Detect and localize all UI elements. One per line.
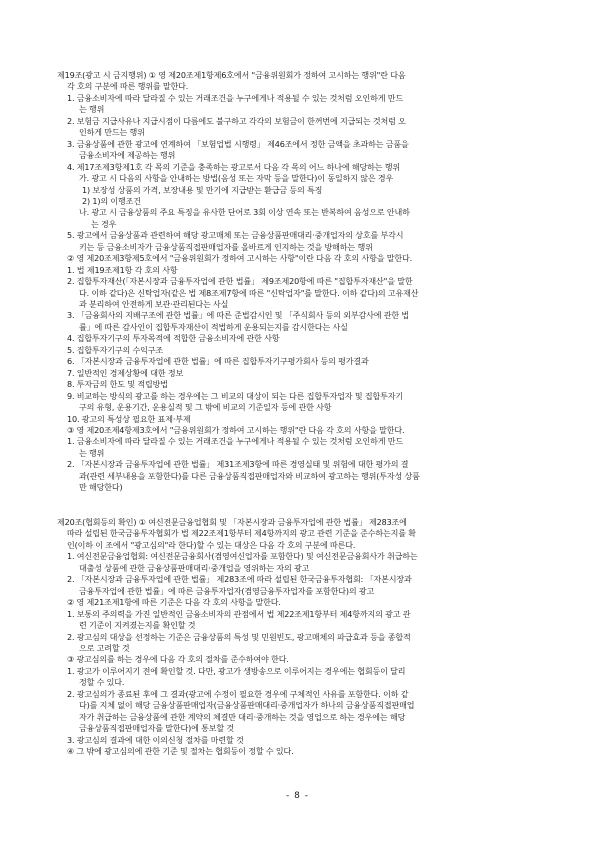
article19-line: 9. 비교하는 방식의 광고를 하는 경우에는 그 비교의 대상이 되는 다른 집합투자업자 및 집합투자기 <box>67 391 403 401</box>
article19-line: 만 해당한다) <box>79 483 123 493</box>
article19-line: 1. 법 제19조제1항 각 호의 사항 <box>67 265 178 275</box>
article19-line: 나. 광고 시 금융상품의 주요 특징을 유사한 단어로 3회 이상 연속 또는 반복하여 음성으로 안내하 <box>79 208 410 218</box>
article20-line: 다)를 지체 없이 해당 금융상품판매업자(금융상품판매대리·중개업자가 하나의 금융상품직접판매업 <box>79 701 415 711</box>
article19-line: 제19조(광고 시 금지행위) ① 영 제20조제1항제6호에서 "금융위원회가 정하여 고시하는 행위"란 다음 <box>57 71 406 80</box>
page-number: - 8 - <box>286 791 309 801</box>
article20-line: 2. 「자본시장과 금융투자업에 관한 법률」 제283조에 따라 설립된 한국금융투자협회: 「자본시장과 <box>67 575 412 585</box>
article20-line: 2. 광고심의 대상을 선정하는 기준은 금융상품의 특성 및 민원빈도, 광고매체의 파급효과 등을 종합적 <box>67 632 411 642</box>
article19-line: 률」에 따른 감사인이 집합투자재산이 적법하게 운용되는지를 감시한다는 사실 <box>79 322 348 332</box>
article20-line: 3. 광고심의 결과에 대한 이의신청 절차를 마련할 것 <box>67 735 244 745</box>
article19-line: 과(관련 세부내용을 포함한다)를 다른 금융상품직접판매업자와 비교하여 광고하는 행위(투자성 상품 <box>79 471 420 481</box>
article19-line: 4. 제17조제3항제1호 각 목의 기준을 충족하는 광고로서 다음 각 목의 어느 하나에 해당하는 행위 <box>67 162 400 172</box>
article20-line: 정할 수 있다. <box>79 678 125 688</box>
article19-line: 금융소비자에 제공하는 행위 <box>79 151 176 161</box>
article19-line: 1. 금융소비자에 따라 달라질 수 있는 거래조건을 누구에게나 적용될 수 있는 것처럼 오인하게 만드 <box>67 437 403 447</box>
article19-line: 4. 집합투자기구의 투자목적에 적합한 금융소비자에 관한 사항 <box>67 334 280 344</box>
article20-line: 대출성 상품에 관한 금융상품판매대리·중개업을 영위하는 자의 광고 <box>79 563 310 573</box>
article19-line: 2) 1)의 이행조건 <box>82 196 141 206</box>
article20-line: 금융상품직접판매업자를 말한다)에 통보할 것 <box>79 724 235 734</box>
article19-line: 5. 집합투자기구의 수익구조 <box>67 345 164 355</box>
article19-line: 8. 투자금의 한도 및 적립방법 <box>67 380 168 390</box>
article20-line: 련 기준이 지켜졌는지를 확인할 것 <box>79 621 196 631</box>
article19-line: 2. 집합투자재산(「자본시장과 금융투자업에 관한 법률」 제9조제20항에 따른 "집합투자재산"을 말한 <box>67 277 413 287</box>
article19-line: 1) 보장성 상품의 가격, 보장내용 및 만기에 지급받는 환급금 등의 특징 <box>82 185 323 195</box>
article19-line: 과 분리하여 안전하게 보관·관리된다는 사실 <box>79 300 229 309</box>
article20-line: 자가 취급하는 금융상품에 관한 계약의 체결만 대리·중개하는 것을 영업으로 하는 경우에는 해당 <box>79 712 406 722</box>
article19-line: 각 호의 구분에 따른 행위를 말한다. <box>67 82 189 92</box>
article20-line: 따라 설립된 한국금융투자협회가 법 제22조제1항부터 제4항까지의 광고 관련 기준을 준수하는지를 확 <box>67 529 416 539</box>
article20-line: 금융투자업에 관한 법률」에 따른 금융투자업자(겸영금융투자업자를 포함한다)의 광고 <box>79 586 375 596</box>
article19-line: 5. 광고에서 금융상품과 관련하여 해당 광고매체 또는 금융상품판매대리·중개업자의 상호를 부각시 <box>67 231 404 241</box>
article20-line: 2. 광고심의가 종료된 후에 그 결과(광고에 수정이 필요한 경우에 구체적인 사유를 포함한다. 이하 같 <box>67 689 409 699</box>
article19-line: 키는 등 금융소비자가 금융상품직접판매업자를 올바르게 인지하는 것을 방해하는 행위 <box>79 242 373 252</box>
article19-line: 구의 유형, 운용기간, 운용실적 및 그 밖에 비교의 기준일자 등에 관한 사항 <box>79 403 332 413</box>
article19-line: ② 영 제20조제3항제5호에서 "금융위원회가 정하여 고시하는 사항"이란 다음 각 호의 사항을 말한다. <box>67 254 413 264</box>
article20-line: 1. 여신전문금융업협회: 여신전문금융회사(겸영여신업자를 포함한다) 및 여신전문금융회사가 취급하는 <box>67 552 418 562</box>
article19-line: 다. 이하 같다)은 신탁업자(같은 법 제8조제7항에 따른 "신탁업자"를 말한다. 이하 같다)의 고유재산 <box>79 288 419 298</box>
article19-line: 2. 「자본시장과 금융투자업에 관한 법률」 제31조제3항에 따른 경영실태 및 위험에 대한 평가의 결 <box>67 460 409 470</box>
article19-line: 6. 「자본시장과 금융투자업에 관한 법률」에 따른 집합투자기구평가회사 등의 평가결과 <box>67 357 369 367</box>
article19-line: ③ 영 제20조제4항제3호에서 "금융위원회가 정하여 고시하는 행위"란 다음 각 호의 사항을 말한다. <box>67 425 405 435</box>
article20-line: 인(이하 이 조에서 "광고심의"라 한다)할 수 있는 대상은 다음 각 호의 구분에 따른다. <box>67 540 356 550</box>
article19-line: 는 행위 <box>79 448 105 458</box>
article19-line: 인하게 만드는 행위 <box>79 128 145 138</box>
article19-line: 3. 「금융회사의 지배구조에 관한 법률」에 따른 준법감시인 및 「주식회사 등의 외부감사에 관한 법 <box>67 311 410 321</box>
article19-line: 1. 금융소비자에 따라 달라질 수 있는 거래조건을 누구에게나 적용될 수 있는 것처럼 오인하게 만드 <box>67 93 403 103</box>
article20-line: 으로 고려할 것 <box>79 643 130 653</box>
article20-line: ③ 광고심의를 하는 경우에 다음 각 호의 절차를 준수하여야 한다. <box>67 655 289 665</box>
article20-line: ④ 그 밖에 광고심의에 관한 기준 및 절차는 협회등이 정할 수 있다. <box>67 747 294 756</box>
article19-line: 3. 금융상품에 관한 광고에 연계하여 「보험업법 시행령」 제46조에서 정한 금액을 초과하는 금품을 <box>67 139 409 149</box>
article19-line: 10. 광고의 특성상 필요한 표제·부제 <box>67 414 191 424</box>
article20-line: 제20조(협회등의 확인) ① 여신전문금융업협회 및 「자본시장과 금융투자업에 관한 법률」 제283조에 <box>57 518 407 527</box>
article19-line: 가. 광고 시 다음의 사항을 안내하는 방법(음성 또는 자막 등을 말한다)이 동일하지 않은 경우 <box>79 174 394 184</box>
article19-line: 는 경우 <box>91 219 117 229</box>
article20-line: 1. 광고가 이루어지기 전에 확인할 것. 다만, 광고가 생방송으로 이루어지는 경우에는 협회등이 달리 <box>67 666 406 676</box>
article20-line: ② 영 제21조제1항에 따른 기준은 다음 각 호의 사항을 말한다. <box>67 598 281 608</box>
article19-line: 2. 보험금 지급사유나 지급시점이 다름에도 불구하고 각각의 보험금이 한꺼번에 지급되는 것처럼 오 <box>67 116 406 126</box>
article20-line: 1. 보통의 주의력을 가진 일반적인 금융소비자의 관점에서 법 제22조제1항부터 제4항까지의 광고 관 <box>67 609 411 619</box>
article19-line: 7. 일반적인 경제상황에 대한 정보 <box>67 368 184 378</box>
article19-line: 는 행위 <box>79 105 105 115</box>
